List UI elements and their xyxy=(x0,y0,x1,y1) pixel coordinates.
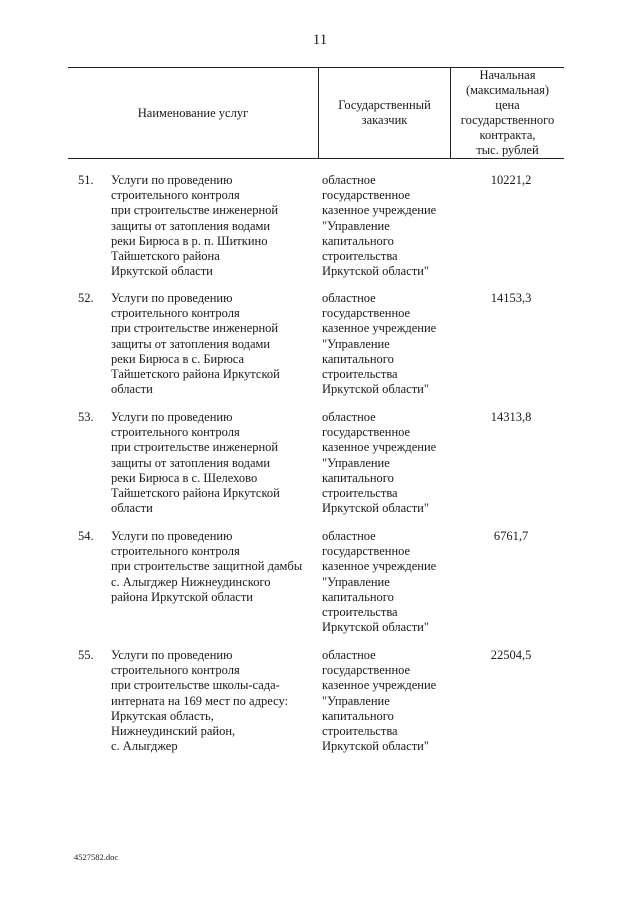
page-number: 11 xyxy=(312,32,328,48)
customer-name: областное государственное казенное учреждение "Управление капитального строительства Иркутской области" xyxy=(322,529,437,635)
price-value: 10221,2 xyxy=(490,173,532,187)
price-value: 22504,5 xyxy=(490,648,532,662)
row-number: 52. xyxy=(78,291,94,305)
customer-name: областное государственное казенное учреждение "Управление капитального строительства Иркутской области" xyxy=(322,173,437,279)
service-name: Услуги по проведению строительного контроля при строительстве школы-сада- интерната на 169 мест по адресу: Иркутская область, Нижнеудинский район, с. Алыгджер xyxy=(111,648,289,754)
price-value: 14313,8 xyxy=(490,410,532,424)
service-name: Услуги по проведению строительного контроля при строительстве защитной дамбы с. Алыгджер Нижнеудинского района Иркутской области xyxy=(111,529,303,604)
price-value: 14153,3 xyxy=(490,291,532,305)
document-filename: 4527582.doc xyxy=(74,852,119,862)
header-service-name: Наименование услуг xyxy=(137,105,249,120)
row-number: 51. xyxy=(78,173,94,187)
header-price: Начальная (максимальная) цена государственного контракта, тыс. рублей xyxy=(460,68,555,157)
header-customer: Государственный заказчик xyxy=(338,98,431,127)
row-number: 53. xyxy=(78,410,94,424)
table-header xyxy=(68,67,564,159)
service-name: Услуги по проведению строительного контроля при строительстве инженерной защиты от затопления водами реки Бирюса в с. Шелехово Тайшетского района Иркутской области xyxy=(111,410,280,516)
row-number: 54. xyxy=(78,529,94,543)
customer-name: областное государственное казенное учреждение "Управление капитального строительства Иркутской области" xyxy=(322,648,437,754)
customer-name: областное государственное казенное учреждение "Управление капитального строительства Иркутской области" xyxy=(322,410,437,516)
price-value: 6761,7 xyxy=(493,529,529,543)
row-number: 55. xyxy=(78,648,94,662)
service-name: Услуги по проведению строительного контроля при строительстве инженерной защиты от затопления водами реки Бирюса в р. п. Шиткино Тайшетского района Иркутской области xyxy=(111,173,279,279)
service-name: Услуги по проведению строительного контроля при строительстве инженерной защиты от затопления водами реки Бирюса в с. Бирюса Тайшетского района Иркутской области xyxy=(111,291,280,397)
customer-name: областное государственное казенное учреждение "Управление капитального строительства Иркутской области" xyxy=(322,291,437,397)
